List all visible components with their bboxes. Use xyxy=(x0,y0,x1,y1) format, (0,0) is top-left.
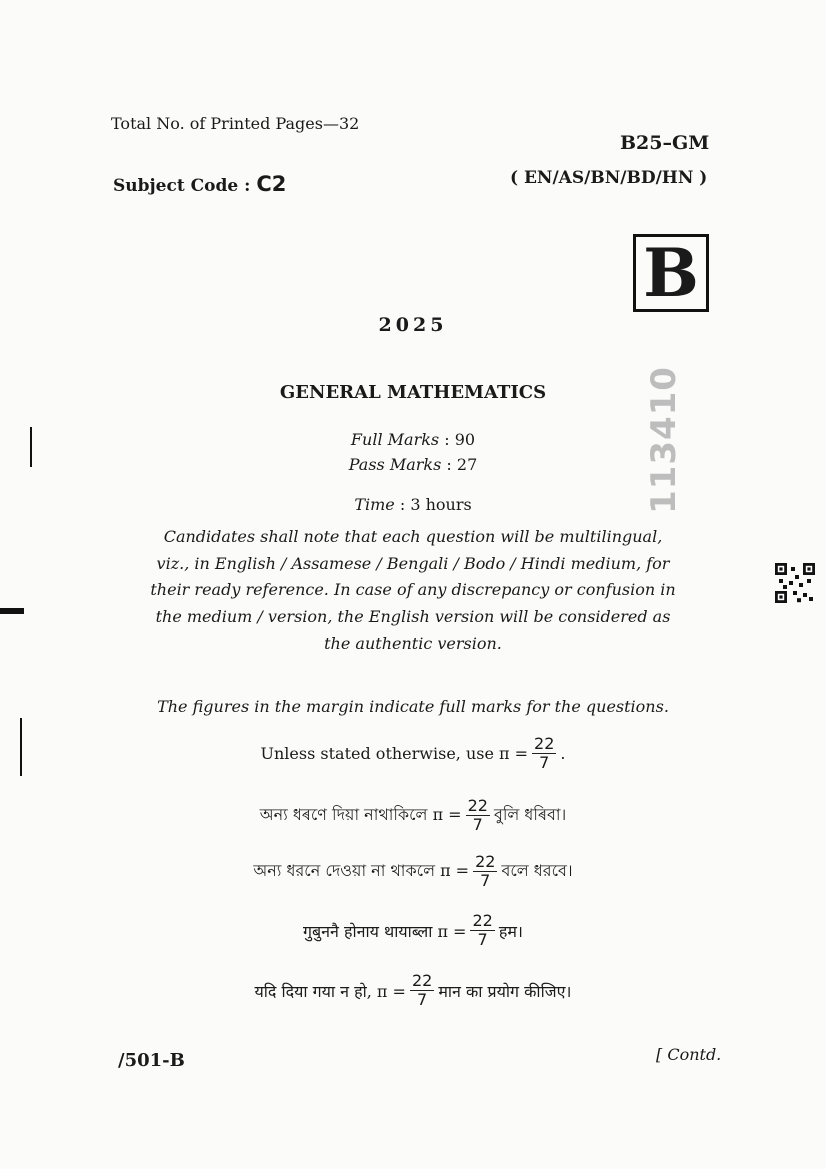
numerator: 22 xyxy=(411,971,433,990)
pi-text-after: . xyxy=(560,744,566,763)
pi-fraction xyxy=(473,853,497,890)
subject-code-label: Subject Code : xyxy=(113,176,251,196)
pi-instruction-bodo xyxy=(0,912,826,949)
numerator: 22 xyxy=(534,734,555,753)
full-marks-value: : 90 xyxy=(444,430,476,449)
pass-marks xyxy=(0,455,826,474)
pi-instruction-english xyxy=(0,735,826,772)
time-value: : 3 hours xyxy=(399,495,472,514)
footer-code: /501-B xyxy=(118,1050,185,1071)
denominator: 7 xyxy=(417,990,428,1009)
paper-code: B25–GM xyxy=(620,132,710,154)
full-marks xyxy=(0,430,826,449)
pi-instruction-assamese xyxy=(0,797,826,834)
numerator: 22 xyxy=(467,796,488,815)
denominator: 7 xyxy=(477,930,488,949)
subject-code-value: C2 xyxy=(256,172,287,196)
languages: ( EN/AS/BN/BD/HN ) xyxy=(510,168,708,188)
numerator: 22 xyxy=(472,911,493,930)
serial-number: 113410 xyxy=(643,366,684,514)
margin-line xyxy=(30,427,32,467)
pi-instruction-bengali xyxy=(0,853,826,890)
pass-marks-value: : 27 xyxy=(446,455,478,474)
full-marks-label: Full Marks xyxy=(350,430,440,449)
pi-text-before: অন্য ধরনে দেওয়া না থাকলে π = xyxy=(253,861,470,880)
margin-line xyxy=(20,718,22,776)
continued-marker: [ Contd. xyxy=(656,1045,722,1064)
pi-text-after: हम। xyxy=(498,921,523,941)
figures-note: The figures in the margin indicate full marks for the questions. xyxy=(157,697,669,716)
time-label: Time xyxy=(354,495,395,514)
pi-text-after: বুলি ধৰিবা। xyxy=(493,805,567,824)
pi-fraction xyxy=(466,797,490,834)
pi-fraction xyxy=(410,972,434,1009)
pi-text-before: गुबुननै होनाय थायाब्ला π = xyxy=(303,921,467,941)
pi-text-after: বলে ধরবে। xyxy=(501,861,573,880)
pi-text-after: मान का प्रयोग कीजिए। xyxy=(438,981,572,1001)
subject-code xyxy=(113,172,286,196)
printed-pages: Total No. of Printed Pages—32 xyxy=(111,114,360,133)
pi-text-before: Unless stated otherwise, use π = xyxy=(260,744,529,763)
pi-fraction xyxy=(532,735,556,772)
set-box: B xyxy=(633,234,709,312)
pass-marks-label: Pass Marks xyxy=(348,455,442,474)
numerator: 22 xyxy=(475,852,496,871)
denominator: 7 xyxy=(480,871,491,890)
denominator: 7 xyxy=(539,753,550,772)
pi-instruction-hindi xyxy=(0,972,826,1009)
pi-text-before: यदि दिया गया न हो, π = xyxy=(254,981,406,1001)
denominator: 7 xyxy=(472,815,483,834)
pi-fraction xyxy=(470,912,494,949)
time xyxy=(0,495,826,514)
page-title: GENERAL MATHEMATICS xyxy=(279,382,547,403)
pi-text-before: অন্য ধৰণে দিয়া নাথাকিলে π = xyxy=(259,805,462,824)
margin-mark xyxy=(0,608,24,614)
qr-code-icon xyxy=(775,563,815,603)
year: 2025 xyxy=(378,314,448,336)
instructions-note: Candidates shall note that each question will be multilingual, viz., in English / Assamese / Bengali / Bodo / Hindi medium, for their ready reference. In case of any discrepancy or confusion in the medium / version, the English version will be considered as the authentic version. xyxy=(150,527,676,653)
